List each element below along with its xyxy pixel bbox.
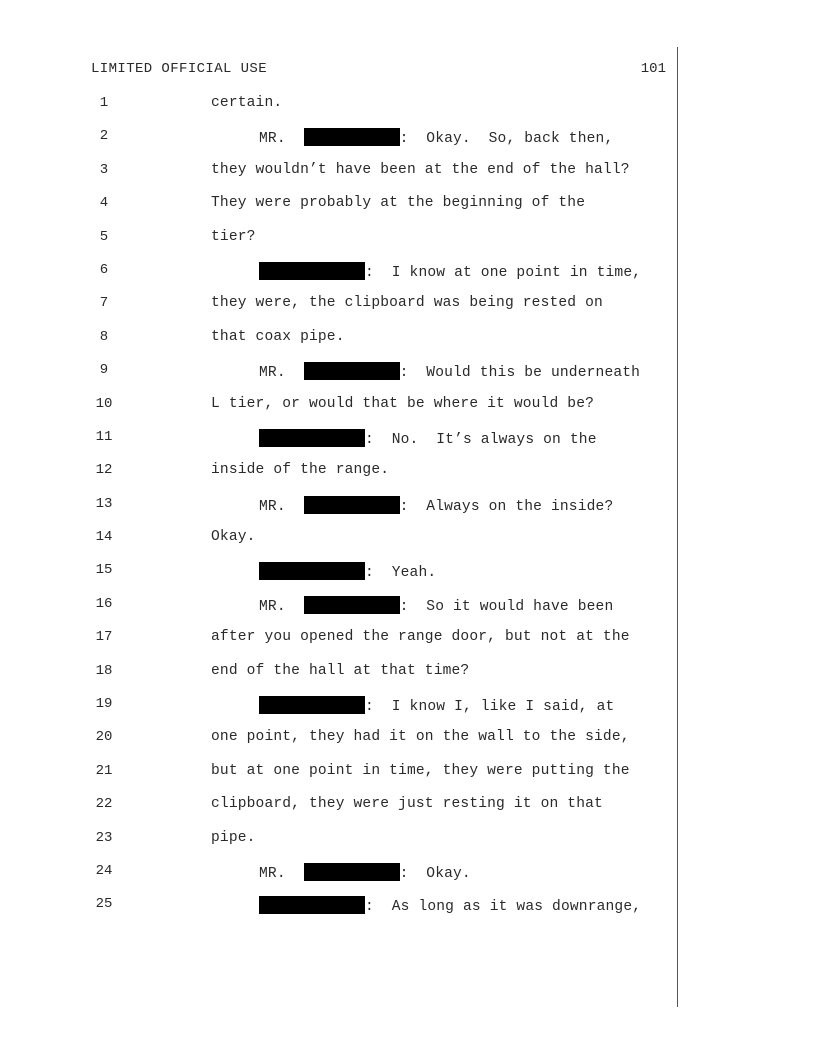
spoken-text: one point, they had it on the wall to the side,: [211, 729, 630, 746]
spoken-text: : Okay.: [399, 865, 471, 882]
page-number: 101: [640, 61, 666, 77]
transcript-line: [0, 227, 816, 260]
transcript-body: [0, 93, 816, 928]
line-text: [259, 262, 641, 281]
line-text: [211, 295, 603, 311]
redaction-box: [304, 863, 400, 881]
spoken-text: : I know I, like I said, at: [365, 699, 615, 716]
line-number: 16: [95, 595, 113, 612]
transcript-line: [0, 727, 816, 760]
line-text: [211, 529, 256, 545]
line-number: 5: [99, 228, 109, 245]
line-number: 2: [99, 128, 109, 145]
line-text: [259, 362, 640, 381]
spoken-text: that coax pipe.: [211, 328, 345, 345]
spoken-text: they were, the clipboard was being rested on: [211, 295, 603, 312]
redaction-box: [259, 562, 365, 580]
speaker-title: MR.: [259, 498, 286, 515]
line-number: 15: [95, 562, 113, 579]
transcript-line: [0, 661, 816, 694]
redaction-box: [259, 696, 365, 714]
line-number: 1: [99, 95, 109, 111]
spoken-text: end of the hall at that time?: [211, 662, 470, 679]
line-number: 8: [99, 328, 109, 345]
line-text: [211, 796, 603, 812]
line-text: [211, 763, 630, 779]
transcript-line: [0, 360, 816, 393]
spoken-text: : I know at one point in time,: [365, 264, 642, 281]
speaker-title: MR.: [259, 365, 286, 382]
transcript-line: [0, 828, 816, 861]
transcript-line: [0, 460, 816, 493]
line-text: [259, 128, 613, 147]
speaker-title: MR.: [259, 598, 286, 615]
classification-header: LIMITED OFFICIAL USE: [91, 61, 268, 77]
line-text: [211, 629, 630, 645]
line-number: 17: [95, 629, 113, 646]
transcript-line: [0, 193, 816, 226]
spoken-text: Okay.: [211, 529, 256, 546]
line-number: 13: [95, 495, 113, 512]
redaction-box: [304, 496, 400, 514]
line-number: 25: [95, 896, 113, 913]
transcript-line: [0, 93, 816, 126]
line-text: [259, 429, 597, 448]
line-number: 4: [99, 195, 109, 212]
line-number: 12: [95, 462, 113, 479]
transcript-line: [0, 560, 816, 593]
line-text: [211, 162, 630, 178]
line-number: 7: [99, 295, 109, 312]
transcript-line: [0, 694, 816, 727]
transcript-line: [0, 494, 816, 527]
line-number: 22: [95, 796, 113, 813]
line-text: [211, 663, 469, 679]
transcript-line: [0, 594, 816, 627]
spoken-text: : Always on the inside?: [399, 498, 614, 515]
redaction-box: [304, 128, 400, 146]
spoken-text: : So it would have been: [399, 598, 614, 615]
transcript-line: [0, 861, 816, 894]
spoken-text: clipboard, they were just resting it on that: [211, 796, 603, 813]
spoken-text: L tier, or would that be where it would be?: [211, 395, 595, 412]
line-number: 21: [95, 762, 113, 779]
transcript-line: [0, 894, 816, 927]
transcript-line: [0, 260, 816, 293]
redaction-box: [259, 896, 365, 914]
line-text: [211, 729, 630, 745]
line-text: [211, 329, 345, 345]
redaction-box: [304, 596, 400, 614]
spoken-text: but at one point in time, they were putting the: [211, 762, 630, 779]
spoken-text: : Would this be underneath: [399, 365, 641, 382]
line-number: 3: [99, 161, 109, 178]
transcript-line: [0, 627, 816, 660]
line-text: [211, 396, 594, 412]
line-number: 9: [99, 362, 109, 379]
spoken-text: They were probably at the beginning of the: [211, 195, 586, 212]
spoken-text: certain.: [211, 95, 283, 111]
line-text: [211, 830, 256, 846]
speaker-title: MR.: [259, 865, 286, 882]
line-text: [259, 696, 614, 715]
line-number: 24: [95, 862, 113, 879]
transcript-line: [0, 394, 816, 427]
transcript-line: [0, 794, 816, 827]
redaction-box: [259, 262, 365, 280]
line-number: 10: [95, 395, 113, 412]
spoken-text: inside of the range.: [211, 462, 390, 479]
transcript-line: [0, 527, 816, 560]
line-text: [259, 562, 436, 581]
spoken-text: they wouldn’t have been at the end of the hall?: [211, 161, 630, 178]
line-number: 19: [95, 696, 113, 713]
transcript-line: [0, 427, 816, 460]
line-number: 11: [95, 428, 113, 445]
line-number: 23: [95, 829, 113, 846]
line-number: 14: [95, 529, 113, 546]
line-number: 18: [95, 662, 113, 679]
spoken-text: tier?: [211, 228, 256, 245]
spoken-text: after you opened the range door, but not at the: [211, 629, 630, 646]
line-text: [259, 863, 471, 882]
spoken-text: : No. It’s always on the: [365, 431, 597, 448]
transcript-line: [0, 327, 816, 360]
line-number: 6: [99, 261, 109, 278]
line-text: [211, 462, 389, 478]
line-text: [211, 195, 585, 211]
line-text: [259, 496, 613, 515]
line-text: [211, 229, 256, 245]
line-text: [259, 596, 613, 615]
transcript-line: [0, 160, 816, 193]
spoken-text: pipe.: [211, 829, 256, 846]
line-text: [211, 95, 282, 111]
line-text: [259, 896, 641, 915]
redaction-box: [304, 362, 400, 380]
spoken-text: : Okay. So, back then,: [399, 131, 614, 148]
transcript-line: [0, 126, 816, 159]
transcript-line: [0, 293, 816, 326]
redaction-box: [259, 429, 365, 447]
spoken-text: : As long as it was downrange,: [365, 899, 642, 916]
line-number: 20: [95, 729, 113, 746]
speaker-title: MR.: [259, 131, 286, 148]
transcript-line: [0, 761, 816, 794]
spoken-text: : Yeah.: [365, 565, 437, 582]
